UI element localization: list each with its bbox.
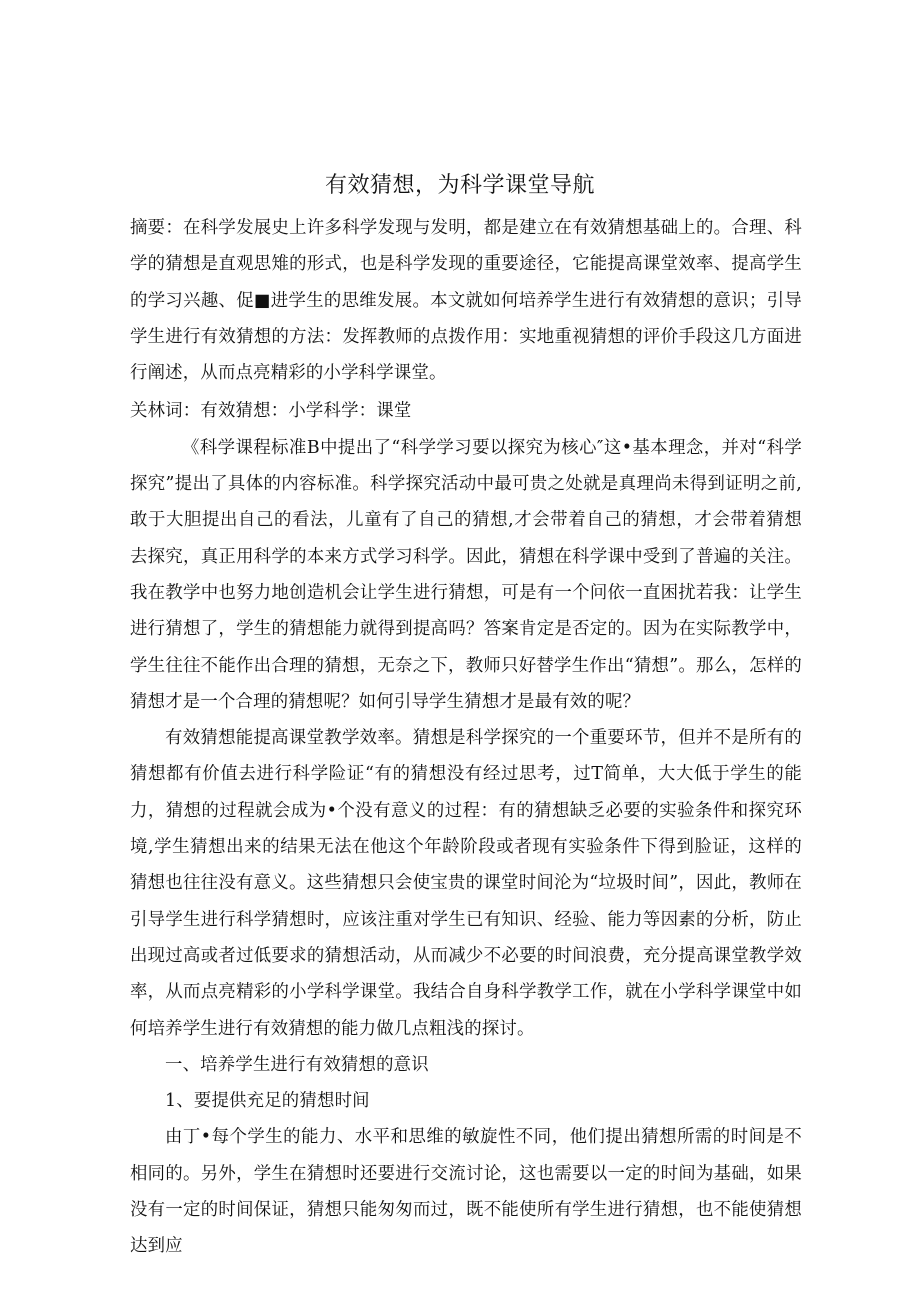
section-heading-1: 一、培养学生进行有效猜想的意识 [165,1054,429,1075]
body-paragraph-1: 《科学课程标准B中提出了“科学学习要以探究为核心″这•基本理念，并对“科学探究”提出了具体的内容标准。科学探究活动中最可贵之处就是真理尚未得到证明之前,敢于大胆提出自己的看法，儿童有了自己的猜想,才会带着自己的猜想，才会带着猜想去探究，真正用科学的本来方式学习科学。因此，猜想在科学课中受到了普遍的关注。我在教学中也努力地创造机会让学生进行猜想，可是有一个问依一直困扰若我：让学生进行猜想了，学生的猜想能力就得到提高吗？答案肯定是否定的。因为在实际教学中，学生往往不能作出合理的猜想，无奈之下，教师只好替学生作出“猜想”。那么，怎样的猜想才是一个合理的猜想呢？如何引导学生猜想才是最有效的呢？ [130,437,802,712]
body-paragraph-2: 有效猜想能提高课堂教学效率。猜想是科学探究的一个重要环节，但并不是所有的猜想都有价值去进行科学险证“有的猜想没有经过思考，过T简单，大大低于学生的能力，猜想的过程就会成为•个没有意义的过程：有的猜想缺乏必要的实验条件和探究环境,学生猜想出来的结果无法在他这个年龄阶段或者现有实验条件下得到脸证，这样的猜想也往往没有意义。这些猜想只会使宝贵的课堂时间沦为“垃圾时间”，因此，教师在引导学生进行科学猜想时，应该注重对学生已有知识、经验、能力等因素的分析，防止出现过高或者过低要求的猜想活动，从而减少不必要的时间浪费，充分提高课堂教学效率，从而点亮精彩的小学科学课堂。我结合自身科学教学工作，就在小学科学课堂中如何培养学生进行有效猜想的能力做几点粗浅的探讨。 [130,728,802,1039]
subsection-heading-1: 1、要提供充足的猜想时间 [165,1091,370,1112]
document-body [130,210,802,1265]
body-paragraph-3: 由丁•每个学生的能力、水平和思维的敏旋性不同，他们提出猜想所需的时间是不相同的。另外，学生在猜想时还要进行交流讨论，这也需要以一定的时间为基础，如果没有一定的时间保证，猜想只能匆匆而过，既不能使所有学生进行猜想，也不能使猜想达到应 [130,1127,802,1257]
document-title: 有效猜想，为科学课堂导航 [324,173,595,198]
keywords-line: 关林词：有效猜想：小学科学：课堂 [130,401,412,422]
abstract-paragraph: 摘要：在科学发展史上许多科学发现与发明，都是建立在有效猜想基础上的。合理、科学的猜想是直观思雉的形式，也是科学发现的重要途径，它能提高课堂效率、提高学生的学习兴趣、促■进学生的思维发展。本文就如何培养学生进行有效猜想的意识；引导学生进行有效猜想的方法：发挥教师的点拨作用：实地重视猜想的评价手段这几方面进行阐述，从而点亮精彩的小学科学课堂。 [130,218,802,384]
